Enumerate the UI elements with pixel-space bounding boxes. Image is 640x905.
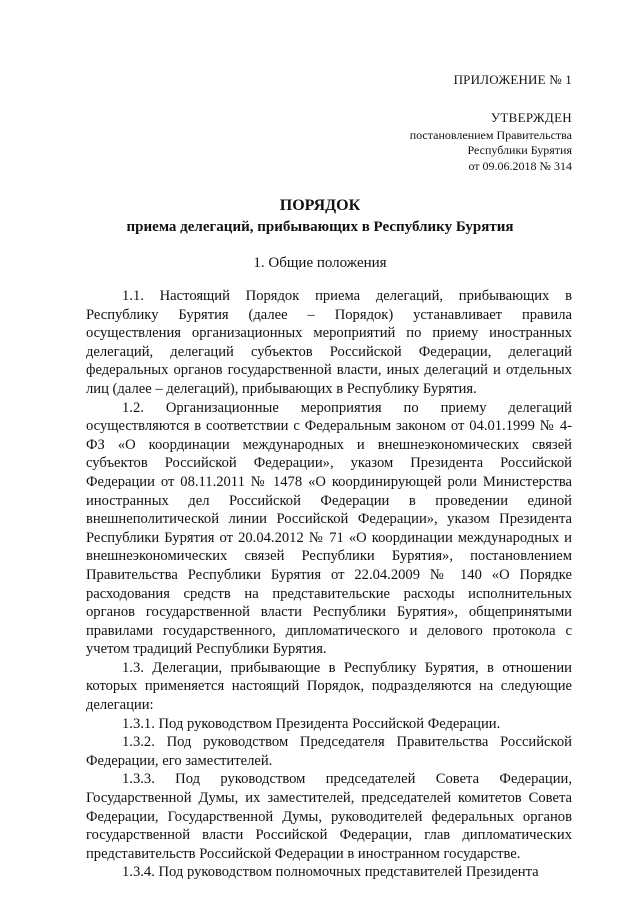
section-heading: 1. Общие положения: [253, 255, 387, 271]
paragraph-1-3-2: 1.3.2. Под руководством Председателя Правительства Российской Федерации, его заместителей.: [86, 734, 572, 769]
body-text: [86, 287, 572, 882]
approved-title: УТВЕРЖДЕН: [490, 110, 572, 125]
paragraph-1-3-4: 1.3.4. Под руководством полномочных представителей Президента: [122, 864, 539, 881]
approved-line-3: от 09.06.2018 № 314: [468, 158, 572, 173]
document-subtitle: приема делегаций, прибывающих в Республику Бурятия: [126, 219, 514, 235]
paragraph-1-3-1: 1.3.1. Под руководством Президента Российской Федерации.: [122, 715, 501, 732]
paragraph-1-3-3: 1.3.3. Под руководством председателей Совета Федерации, Государственной Думы, их заместителей, председателей комитетов Совета Федерации, Государственной Думы, руководителей федеральных органов государственной власти Российской Федерации, глав дипломатических представительств Российской Федерации в иностранном государстве.: [86, 771, 572, 862]
approved-line-2: Республики Бурятия: [467, 143, 572, 157]
paragraph-1-1: 1.1. Настоящий Порядок приема делегаций, прибывающих в Республику Бурятия (далее – Порядок) устанавливает правила осуществления организационных мероприятий по приему иностранных делегаций, делегаций субъектов Российской Федерации, делегаций федеральных органов государственной власти, иных делегаций и отдельных лиц (далее – делегаций), прибывающих в Республику Бурятия.: [86, 288, 572, 397]
approval-block: [410, 110, 572, 174]
appendix-label: ПРИЛОЖЕНИЕ № 1: [453, 72, 572, 87]
paragraph-1-2: 1.2. Организационные мероприятия по приему делегаций осуществляются в соответствии с Федеральным законом от 04.01.1999 № 4-ФЗ «О координации международных и внешнеэкономических связей субъектов Российской Федерации», указом Президента Российской Федерации от 08.11.2011 № 1478 «О координирующей роли Министерства иностранных дел Российской Федерации в проведении единой внешнеполитической линии Российской Федерации», указом Президента Республики Бурятия от 20.04.2012 № 71 «О координации международных и внешнеэкономических связей Республики Бурятия», постановлением Правительства Республики Бурятия от 22.04.2009 № 140 «О Порядке расходования средств на представительские расходы исполнительных органов государственной власти Республики Бурятия», общепринятыми правилами государственного, дипломатического и делового протокола с учетом традиций Республики Бурятия.: [86, 399, 572, 658]
document-title: ПОРЯДОК: [279, 197, 361, 214]
paragraph-1-3: 1.3. Делегации, прибывающие в Республику Бурятия, в отношении которых применяется настоящий Порядок, подразделяются на следующие делегации:: [86, 659, 572, 714]
approved-line-1: постановлением Правительства: [409, 127, 572, 142]
